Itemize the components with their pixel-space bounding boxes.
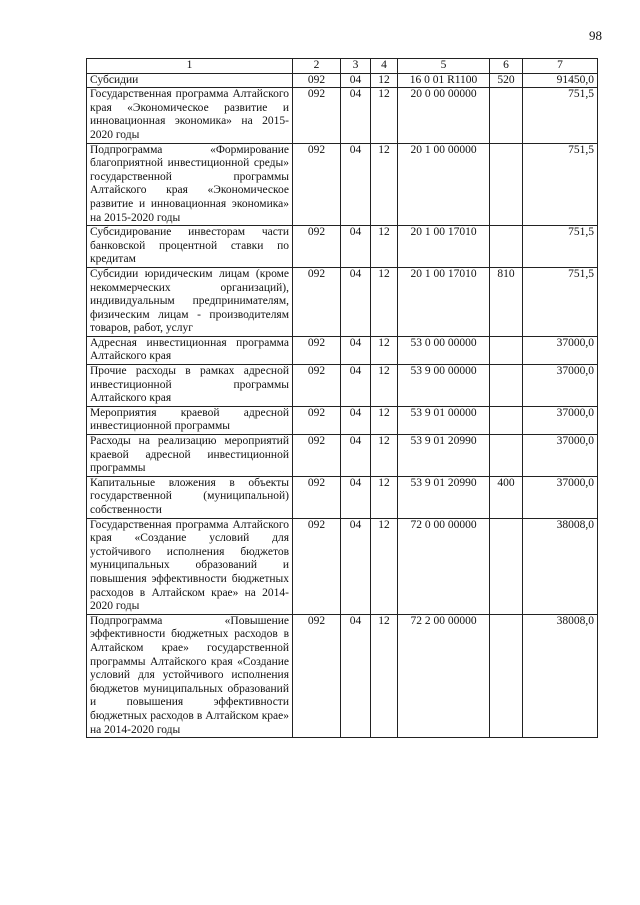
item-name-cell: Прочие расходы в рамках адресной инвестиционной программы Алтайского края (87, 365, 293, 407)
admin-code-cell: 092 (293, 88, 341, 143)
target-article-cell: 53 0 00 00000 (398, 336, 490, 364)
target-article-cell: 53 9 01 20990 (398, 476, 490, 518)
subsection-cell: 12 (371, 267, 398, 336)
subsection-cell: 12 (371, 518, 398, 614)
subsection-cell: 12 (371, 614, 398, 737)
admin-code-cell: 092 (293, 435, 341, 477)
subsection-cell: 12 (371, 476, 398, 518)
target-article-cell: 53 9 00 00000 (398, 365, 490, 407)
section-cell: 04 (341, 406, 371, 434)
item-name-cell: Субсидии юридическим лицам (кроме некоммерческих организаций), индивидуальным предпринимателям, физическим лицам - производителям товаров, работ, услуг (87, 267, 293, 336)
section-cell: 04 (341, 365, 371, 407)
section-cell: 04 (341, 435, 371, 477)
amount-cell: 751,5 (523, 226, 598, 268)
table-row (87, 267, 598, 336)
admin-code-cell: 092 (293, 365, 341, 407)
section-cell: 04 (341, 476, 371, 518)
table-header-row (87, 59, 598, 74)
subsection-cell: 12 (371, 143, 398, 226)
amount-cell: 751,5 (523, 143, 598, 226)
section-cell: 04 (341, 88, 371, 143)
page-number: 98 (589, 28, 602, 43)
table-row (87, 73, 598, 88)
subsection-cell: 12 (371, 88, 398, 143)
admin-code-cell: 092 (293, 73, 341, 88)
target-article-cell: 53 9 01 00000 (398, 406, 490, 434)
expense-type-cell: 520 (490, 73, 523, 88)
target-article-cell: 20 1 00 00000 (398, 143, 490, 226)
section-cell: 04 (341, 518, 371, 614)
amount-cell: 91450,0 (523, 73, 598, 88)
table-row (87, 614, 598, 737)
header-cell: 3 (341, 59, 371, 74)
admin-code-cell: 092 (293, 267, 341, 336)
expense-type-cell (490, 88, 523, 143)
target-article-cell: 20 1 00 17010 (398, 226, 490, 268)
item-name-cell: Мероприятия краевой адресной инвестиционной программы (87, 406, 293, 434)
item-name-cell: Подпрограмма «Формирование благоприятной инвестиционной среды» государственной программы Алтайского края «Экономическое развитие и инновационная экономика» на 2015-2020 годы (87, 143, 293, 226)
subsection-cell: 12 (371, 435, 398, 477)
admin-code-cell: 092 (293, 143, 341, 226)
table-row (87, 476, 598, 518)
item-name-cell: Субсидирование инвесторам части банковской процентной ставки по кредитам (87, 226, 293, 268)
target-article-cell: 72 0 00 00000 (398, 518, 490, 614)
section-cell: 04 (341, 614, 371, 737)
admin-code-cell: 092 (293, 518, 341, 614)
expense-type-cell (490, 226, 523, 268)
item-name-cell: Субсидии (87, 73, 293, 88)
header-cell: 7 (523, 59, 598, 74)
expense-type-cell (490, 365, 523, 407)
table-row (87, 406, 598, 434)
section-cell: 04 (341, 143, 371, 226)
item-name-cell: Адресная инвестиционная программа Алтайского края (87, 336, 293, 364)
subsection-cell: 12 (371, 226, 398, 268)
section-cell: 04 (341, 267, 371, 336)
expense-type-cell (490, 406, 523, 434)
table-row (87, 143, 598, 226)
table-row (87, 226, 598, 268)
section-cell: 04 (341, 73, 371, 88)
amount-cell: 37000,0 (523, 406, 598, 434)
table-row (87, 88, 598, 143)
header-cell: 4 (371, 59, 398, 74)
section-cell: 04 (341, 336, 371, 364)
target-article-cell: 20 1 00 17010 (398, 267, 490, 336)
amount-cell: 37000,0 (523, 365, 598, 407)
target-article-cell: 20 0 00 00000 (398, 88, 490, 143)
table-row (87, 518, 598, 614)
subsection-cell: 12 (371, 336, 398, 364)
amount-cell: 37000,0 (523, 336, 598, 364)
amount-cell: 751,5 (523, 88, 598, 143)
item-name-cell: Государственная программа Алтайского края «Экономическое развитие и инновационная экономика» на 2015-2020 годы (87, 88, 293, 143)
amount-cell: 38008,0 (523, 614, 598, 737)
amount-cell: 37000,0 (523, 476, 598, 518)
header-cell: 1 (87, 59, 293, 74)
section-cell: 04 (341, 226, 371, 268)
expense-type-cell (490, 336, 523, 364)
expense-type-cell: 400 (490, 476, 523, 518)
budget-table (86, 58, 598, 738)
target-article-cell: 72 2 00 00000 (398, 614, 490, 737)
table-row (87, 336, 598, 364)
header-cell: 5 (398, 59, 490, 74)
admin-code-cell: 092 (293, 614, 341, 737)
admin-code-cell: 092 (293, 336, 341, 364)
amount-cell: 38008,0 (523, 518, 598, 614)
table-row (87, 365, 598, 407)
item-name-cell: Капитальные вложения в объекты государственной (муниципальной) собственности (87, 476, 293, 518)
admin-code-cell: 092 (293, 406, 341, 434)
admin-code-cell: 092 (293, 226, 341, 268)
table-row (87, 435, 598, 477)
admin-code-cell: 092 (293, 476, 341, 518)
item-name-cell: Государственная программа Алтайского края «Создание условий для устойчивого исполнения бюджетов муниципальных образований и повышения эффективности бюджетных расходов в Алтайском крае» на 2014-2020 годы (87, 518, 293, 614)
header-cell: 2 (293, 59, 341, 74)
header-cell: 6 (490, 59, 523, 74)
target-article-cell: 16 0 01 R1100 (398, 73, 490, 88)
expense-type-cell (490, 143, 523, 226)
item-name-cell: Подпрограмма «Повышение эффективности бюджетных расходов в Алтайском крае» государственной программы Алтайского края «Создание условий для устойчивого исполнения бюджетов муниципальных образований и повышения эффективности бюджетных расходов в Алтайском крае» на 2014-2020 годы (87, 614, 293, 737)
item-name-cell: Расходы на реализацию мероприятий краевой адресной инвестиционной программы (87, 435, 293, 477)
expense-type-cell (490, 614, 523, 737)
expense-type-cell: 810 (490, 267, 523, 336)
subsection-cell: 12 (371, 406, 398, 434)
subsection-cell: 12 (371, 365, 398, 407)
amount-cell: 751,5 (523, 267, 598, 336)
expense-type-cell (490, 518, 523, 614)
target-article-cell: 53 9 01 20990 (398, 435, 490, 477)
expense-type-cell (490, 435, 523, 477)
amount-cell: 37000,0 (523, 435, 598, 477)
subsection-cell: 12 (371, 73, 398, 88)
